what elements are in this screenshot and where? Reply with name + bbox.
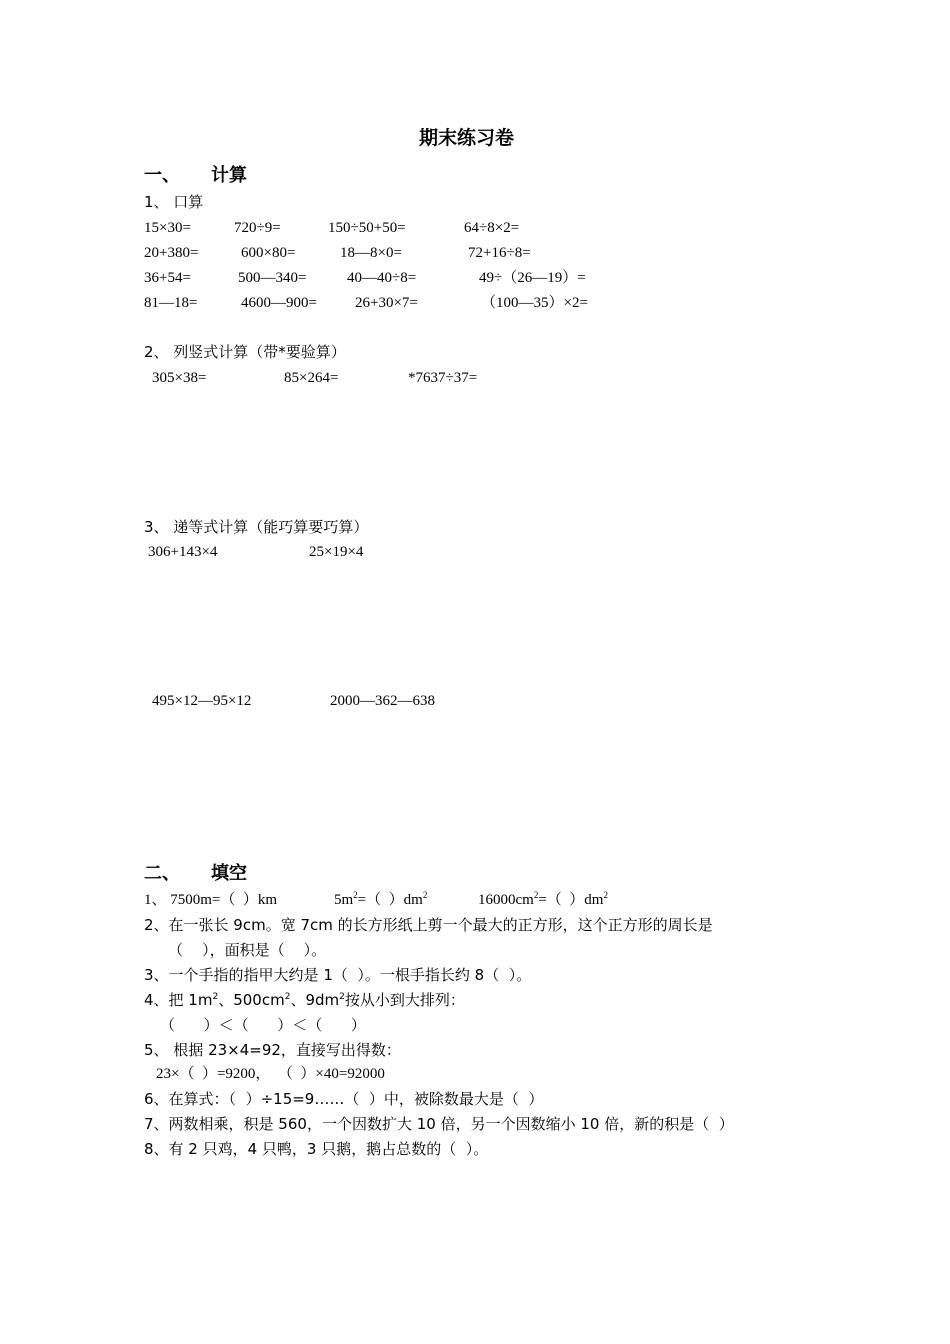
q1-oral-label: 1、 口算: [144, 193, 204, 211]
section-2-heading: 填空: [211, 863, 247, 884]
oral-r1c4: 64÷8×2=: [464, 220, 520, 236]
stepwise-item-2: 25×19×4: [309, 544, 364, 560]
stepwise-item-1: 306+143×4: [148, 544, 218, 560]
oral-r2c2: 600×80=: [241, 245, 296, 261]
fill-q1-part3: $16000cm^2=$（ ）$dm^2$: [478, 890, 608, 908]
fill-q6: 6、在算式：（ ）÷15=9……（ ）中，被除数最大是（ ）: [144, 1090, 544, 1108]
vertical-item-2: 85×264=: [284, 370, 339, 386]
oral-r3c2: 500—340=: [238, 270, 307, 286]
oral-r4c4: （100—35）×2=: [481, 295, 588, 311]
oral-r2c1: 20+380=: [144, 245, 199, 261]
fill-q4: 4、把 $1m^2$、$500cm^2$、$9dm^2$按从小到大排列：: [144, 991, 465, 1009]
fill-q7: 7、两数相乘，积是 560，一个因数扩大 10 倍，另一个因数缩小 10 倍，新的积是（ ）: [144, 1115, 734, 1133]
oral-r4c2: 4600—900=: [241, 295, 317, 311]
q2-vertical-label: 2、 列竖式计算（带*要验算）: [144, 343, 346, 361]
page-title: 期末练习卷: [419, 127, 515, 149]
section-1-heading: 计算: [211, 165, 247, 186]
fill-q4-blanks: （ ）＜（ ）＜（ ）: [160, 1016, 366, 1034]
section-1-number: 一、: [144, 165, 180, 186]
oral-r1c2: 720÷9=: [234, 220, 281, 236]
oral-r1c3: 150÷50+50=: [328, 220, 406, 236]
q3-stepwise-label: 3、 递等式计算（能巧算要巧算）: [144, 518, 369, 536]
oral-r2c4: 72+16÷8=: [468, 245, 531, 261]
fill-q5: 5、 根据 23×4=92，直接写出得数：: [144, 1041, 401, 1059]
stepwise-item-3: 495×12—95×12: [152, 693, 252, 709]
fill-q2-line2: （ ），面积是（ ）。: [168, 941, 327, 959]
fill-q3: 3、一个手指的指甲大约是 1（ ）。一根手指长约 8（ ）。: [144, 966, 532, 984]
vertical-item-1: 305×38=: [152, 370, 207, 386]
fill-q1-part2: $5m^2=$（ ）$dm^2$: [334, 890, 428, 908]
section-2-number: 二、: [144, 863, 180, 884]
fill-q2-line1: 2、在一张长 9cm。宽 7cm 的长方形纸上剪一个最大的正方形，这个正方形的周长是: [144, 916, 713, 934]
oral-r4c3: 26+30×7=: [355, 295, 418, 311]
fill-q1-part1: 1、 7500m=（ ）km: [144, 892, 278, 908]
stepwise-item-4: 2000—362—638: [330, 693, 435, 709]
fill-q8: 8、有 2 只鸡，4 只鸭，3 只鹅，鹅占总数的（ ）。: [144, 1140, 489, 1158]
fill-q5-blanks: 23×（ ）=9200， （ ）×40=92000: [156, 1066, 385, 1082]
oral-r4c1: 81—18=: [144, 295, 198, 311]
oral-r3c3: 40—40÷8=: [347, 270, 417, 286]
oral-r3c1: 36+54=: [144, 270, 191, 286]
oral-r3c4: 49÷（26—19）=: [479, 270, 586, 286]
oral-r1c1: 15×30=: [144, 220, 191, 236]
vertical-item-3: *7637÷37=: [408, 370, 478, 386]
oral-r2c3: 18—8×0=: [340, 245, 402, 261]
